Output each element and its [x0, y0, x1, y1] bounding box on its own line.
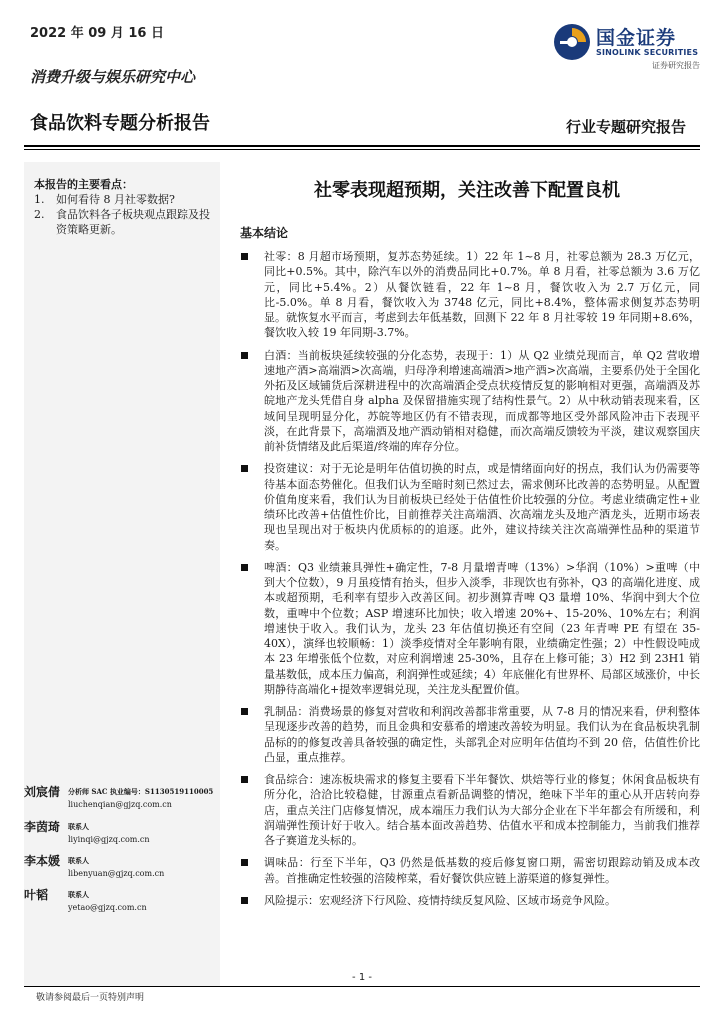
- analyst-name: 刘宸倩: [24, 785, 61, 799]
- conclusion-item: [240, 772, 700, 848]
- conclusion-item: [240, 560, 700, 697]
- conclusion-item: [240, 855, 700, 886]
- square-bullet-icon: [241, 253, 248, 260]
- conclusion-item: [240, 704, 700, 765]
- highlights-title: 本报告的主要看点：: [34, 178, 133, 191]
- conclusion-item: [240, 348, 700, 455]
- header-divider-thin: [24, 149, 700, 150]
- conclusion-item: [240, 249, 700, 341]
- analyst-email[interactable]: yetao@gjzq.com.cn: [68, 903, 147, 912]
- analyst-role: 联系人: [68, 890, 89, 899]
- conclusion-text: 社零：8 月超市场预期，复苏态势延续。1）22 年 1~8 月，社零总额为 28.3 万亿元，同比+0.5%。其中，除汽车以外的消费品同比+0.7%。单 8 月看，社零总额为 3.6 万亿元，同比+5.4%。2）从餐饮链看，22 年 1~8 月，餐饮收入为 2.7 万亿元，同比-5.0%。单 8 月看，餐饮收入为 3748 亿元，同比+8.4%，整体需求侧复苏态势明显。就恢复水平而言，考虑到去年低基数，回测下 22 年 8 月社零较 19 年同期+8.6%，餐饮收入较 19 年同期-3.7%。: [264, 250, 700, 340]
- analyst-role: 分析师 SAC 执业编号：S1130519110005: [68, 787, 214, 796]
- conclusion-text: 调味品：行至下半年，Q3 仍然是低基数的疫后修复窗口期，需密切跟踪动销及成本改善。首推确定性较强的涪陵榨菜，看好餐饮供应链上游渠道的修复弹性。: [264, 856, 700, 885]
- highlight-text: 如何看待 8 月社零数据?: [56, 193, 175, 206]
- conclusions-list: [240, 249, 700, 915]
- square-bullet-icon: [241, 465, 248, 472]
- main-title: 社零表现超预期，关注改善下配置良机: [314, 180, 620, 201]
- sidebar: [24, 162, 220, 986]
- logo-name: 国金证券: [596, 27, 677, 49]
- highlight-item: [34, 207, 216, 237]
- conclusion-item: [240, 461, 700, 553]
- square-bullet-icon: [241, 859, 248, 866]
- square-bullet-icon: [241, 708, 248, 715]
- conclusion-text: 啤酒：Q3 业绩兼具弹性+确定性，7-8 月量增青啤（13%）>华润（10%）>重啤（中到大个位数），9 月虽疫情有抬头，但步入淡季，非现饮也有弥补，Q3 的高端化进度、成本或超预期，毛利率有望步入改善区间。初步测算青啤 Q3 量增 10%、华润中到大个位数，重啤中个位数；ASP 增速环比加快；收入增速 20%+、15-20%、10%左右；利润增速快于收入。我们认为，龙头 23 年估值切换还有空间（23 年青啤 PE 有望在 35-40X），演绎也较顺畅：1）淡季疫情对全年影响有限，业绩确定性强；2）中性假设吨成本 23 年增张低个位数，对应利润增速 25-30%，且存在上修可能；3）H2 到 23H1 销量基数低，成本压力偏高，利润弹性或延续；4）年底催化有世界杯、局部区域涨价，中长期静待高端化+提效率逻辑兑现，关注龙头配置价值。: [264, 560, 700, 696]
- analyst-email[interactable]: liyinqi@gjzq.com.cn: [68, 835, 150, 844]
- analyst-email[interactable]: libenyuan@gjzq.com.cn: [68, 869, 165, 878]
- logo-en: SINOLINK SECURITIES: [596, 48, 699, 57]
- footer-divider: [24, 986, 700, 987]
- report-title: 食品饮料专题分析报告: [30, 113, 210, 134]
- square-bullet-icon: [241, 776, 248, 783]
- highlight-text: 食品饮料各子板块观点跟踪及投资策略更新。: [56, 208, 210, 236]
- analyst-email[interactable]: liuchenqian@gjzq.com.cn: [68, 800, 172, 809]
- square-bullet-icon: [241, 897, 248, 904]
- conclusion-text: 风险提示：宏观经济下行风险、疫情持续反复风险、区域市场竞争风险。: [264, 893, 616, 907]
- conclusion-text: 食品综合：速冻板块需求的修复主要看下半年餐饮、烘焙等行业的修复；休闲食品板块有所分化，洽洽比较稳健，甘源重点看新品调整的情况，绝味下半年的重心从开店转向券店，重点关注门店修复情况，成本端压力我们认为大部分企业在下半年都会有所缓和，利润端弹性预计好于收入。结合基本面改善趋势、估值水平和成本控制能力，当前我们推荐各子赛道龙头标的。: [264, 773, 700, 847]
- header-divider: [24, 145, 700, 147]
- conclusion-item: [240, 893, 700, 908]
- analyst-name: 李本媛: [24, 854, 61, 868]
- sinolink-logo-icon: [552, 22, 592, 62]
- section-heading: 基本结论: [240, 226, 289, 240]
- report-type: 行业专题研究报告: [565, 118, 686, 136]
- highlights-list: [34, 192, 216, 237]
- analyst-name: 李茵琦: [24, 820, 61, 834]
- page-number: - 1 -: [352, 972, 372, 983]
- highlight-item: [34, 192, 216, 207]
- conclusion-text: 乳制品：消费场景的修复对营收和利润改善都非常重要，从 7-8 月的情况来看，伊利整体呈现逐步改善的趋势，而且金典和安慕希的增速改善较为明显。我们认为在食品板块乳制品标的的修复改善具备较强的确定性，头部乳企对应明年估值均不到 20 倍，估值性价比凸显，重点推荐。: [264, 705, 700, 764]
- analyst-role: 联系人: [68, 822, 89, 831]
- conclusion-text: 白酒：当前板块延续较强的分化态势，表现于：1）从 Q2 业绩兑现而言，单 Q2 营收增速地产酒>高端酒>次高端，归母净利增速高端酒>地产酒>次高端，主要系仍处于全国化外拓及区域铺货后深耕进程中的次高端酒企受点状疫情反复的影响相对更强，高端酒及苏皖地产龙头凭借自身 alpha 及保留措施实现了结构性景气。2）从中秋动销表现来看，区域间呈现明显分化，苏皖等地区仍有不错表现，而成都等地区受外部风险冲击下表现平淡，在此背景下，高端酒及地产酒动销相对稳健，而次高端反馈较为平淡，建议观察国庆前补货情绪及此后渠道/终端的库存分位。: [264, 348, 700, 453]
- research-center-name: 消费升级与娱乐研究中心: [30, 68, 196, 86]
- logo-tag: 证券研究报告: [652, 61, 700, 70]
- analyst-role: 联系人: [68, 856, 89, 865]
- footer-disclaimer: 敬请参阅最后一页特别声明: [36, 993, 145, 1003]
- report-date: 2022 年 09 月 16 日: [30, 26, 164, 41]
- analyst-name: 叶韬: [24, 888, 49, 902]
- square-bullet-icon: [241, 564, 248, 571]
- highlight-number: 2.: [34, 208, 45, 221]
- conclusion-text: 投资建议：对于无论是明年估值切换的时点，或是情绪面向好的拐点，我们认为仍需要等待基本面态势催化。但我们认为至暗时刻已然过去，需求侧环比改善的态势明显。从配置价值角度来看，我们认为目前板块已经处于估值性价比较强的分位。考虑业绩确定性+业绩环比改善+估值性价比，目前推荐关注高端酒、次高端龙头及地产酒龙头，近期市场表现也呈现出对于板块内优质标的的追逐。此外，建议持续关注次高端弹性品种的渠道节奏。: [264, 462, 700, 552]
- highlight-number: 1.: [34, 193, 45, 206]
- brand-logo: [552, 22, 702, 62]
- square-bullet-icon: [241, 352, 248, 359]
